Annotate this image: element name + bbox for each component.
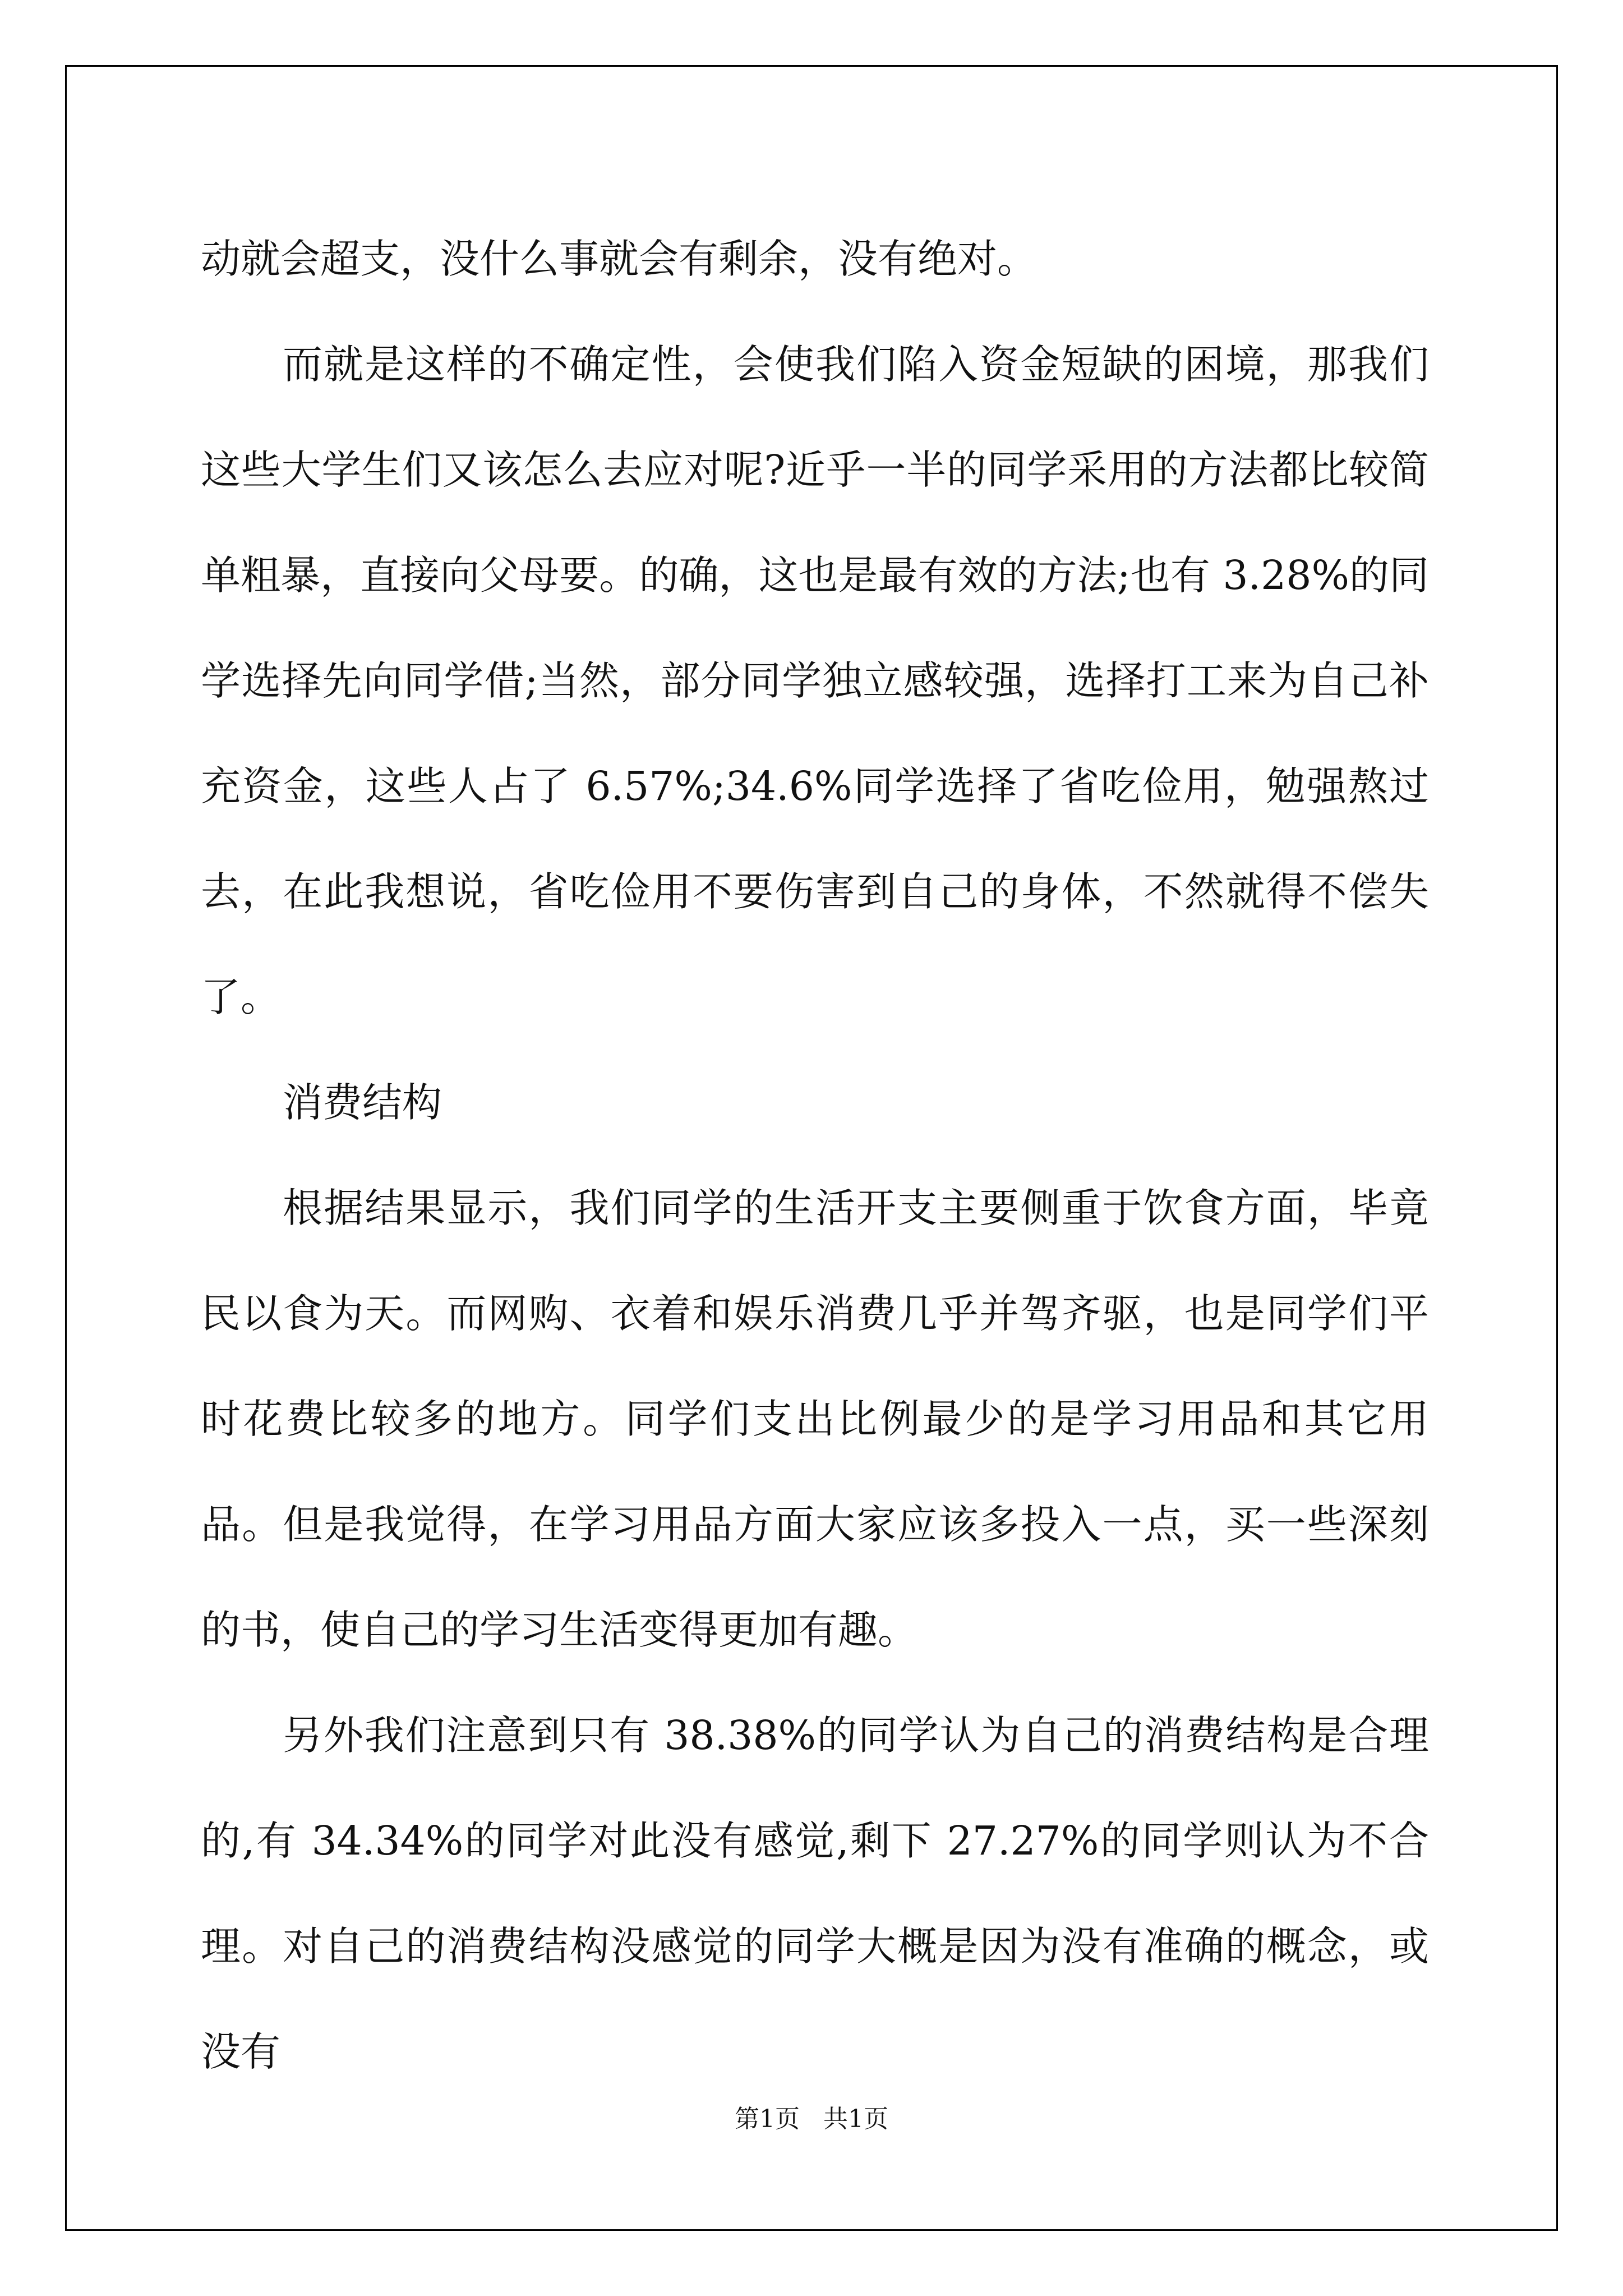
page-footer: 第1页 共1页 (735, 2105, 888, 2133)
paragraph-3: 根据结果显示，我们同学的生活开支主要侧重于饮食方面，毕竟民以食为天。而网购、衣着和娱乐消费几乎并驾齐驱，也是同学们平时花费比较多的地方。同学们支出比例最少的是学习用品和其它用品。但是我觉得，在学习用品方面大家应该多投入一点，买一些深刻的书，使自己的学习生活变得更加有趣。 (201, 1185, 1429, 1653)
section-heading: 消费结构 (283, 1079, 442, 1126)
paragraph-4: 另外我们注意到只有 38.38%的同学认为自己的消费结构是合理的,有 34.34%的同学对此没有感觉,剩下 27.27%的同学则认为不合理。对自己的消费结构没感觉的同学大概是因为没有准确的概念，或没有 (201, 1712, 1429, 2075)
paragraph-1: 动就会超支，没什么事就会有剩余，没有绝对。 (201, 236, 1038, 282)
document-body (201, 206, 1429, 2105)
paragraph-2: 而就是这样的不确定性，会使我们陷入资金短缺的困境，那我们这些大学生们又该怎么去应对呢?近乎一半的同学采用的方法都比较简单粗暴，直接向父母要。的确，这也是最有效的方法;也有 3.28%的同学选择先向同学借;当然，部分同学独立感较强，选择打工来为自己补充资金，这些人占了 6.57%;34.6%同学选择了省吃俭用，勉强熬过去，在此我想说，省吃俭用不要伤害到自己的身体，不然就得不偿失了。 (201, 341, 1429, 1020)
